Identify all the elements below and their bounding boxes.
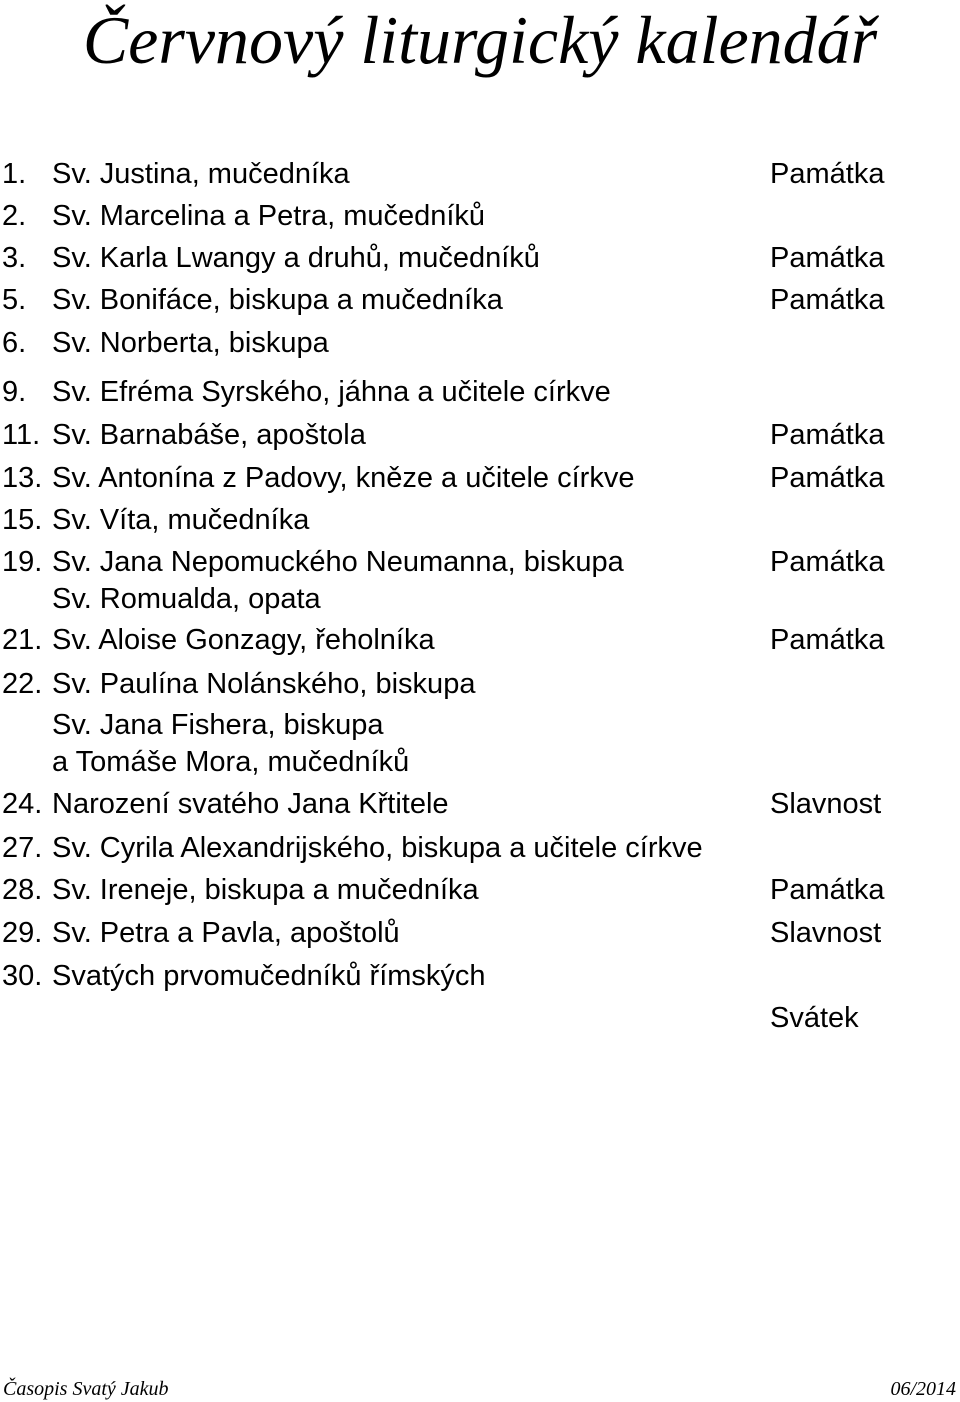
entry-day: 29. [2,917,43,949]
entry-saint: Sv. Barnabáše, apoštola [52,419,366,451]
entry-rank: Svátek [770,1002,859,1034]
entry-saint: Sv. Ireneje, biskupa a mučedníka [52,874,479,906]
entry-saint: Sv. Antonína z Padovy, kněze a učitele církve [52,462,635,494]
entry-day: 27. [2,832,43,864]
entry-day: 6. [2,327,27,359]
entry-day: 15. [2,504,43,536]
entry-saint: Sv. Norberta, biskupa [52,327,329,359]
entry-day: 30. [2,960,43,992]
entry-day: 21. [2,624,43,656]
footer-publication: Časopis Svatý Jakub [3,1378,169,1400]
entry-rank: Památka [770,546,885,578]
entry-rank: Památka [770,284,885,316]
entry-saint: Sv. Bonifáce, biskupa a mučedníka [52,284,503,316]
entry-day: 22. [2,668,43,700]
footer-issue-date: 06/2014 [890,1378,956,1400]
entry-day: 24. [2,788,43,820]
entry-day: 28. [2,874,43,906]
entry-day: 1. [2,158,27,190]
entry-rank: Slavnost [770,917,882,949]
entry-rank: Památka [770,419,885,451]
entry-saint: Sv. Karla Lwangy a druhů, mučedníků [52,242,540,274]
page-title: Červnový liturgický kalendář [82,2,878,78]
entry-saint: Sv. Jana Nepomuckého Neumanna, biskupa [52,546,624,578]
entry-day: 11. [2,419,41,451]
entry-day: 13. [2,462,43,494]
entry-saint: Sv. Jana Fishera, biskupa [52,709,384,741]
entry-saint: Sv. Cyrila Alexandrijského, biskupa a učitele církve [52,832,703,864]
entry-rank: Slavnost [770,788,882,820]
entry-saint: Sv. Romualda, opata [52,583,321,615]
entry-saint: Sv. Efréma Syrského, jáhna a učitele církve [52,376,611,408]
entry-rank: Památka [770,624,885,656]
entry-rank: Památka [770,874,885,906]
entry-saint: Sv. Aloise Gonzagy, řeholníka [52,624,435,656]
entry-saint: Narození svatého Jana Křtitele [52,788,449,820]
entry-saint: Svatých prvomučedníků římských [52,960,486,992]
entry-saint: Sv. Marcelina a Petra, mučedníků [52,200,486,232]
entry-day: 9. [2,376,27,408]
entry-day: 5. [2,284,27,316]
entry-day: 19. [2,546,43,578]
entry-saint: Sv. Paulína Nolánského, biskupa [52,668,476,700]
entry-saint: Sv. Justina, mučedníka [52,158,350,190]
entry-saint: Sv. Petra a Pavla, apoštolů [52,917,400,949]
entry-rank: Památka [770,242,885,274]
entry-day: 2. [2,200,27,232]
entry-saint: a Tomáše Mora, mučedníků [52,746,410,778]
entry-saint: Sv. Víta, mučedníka [52,504,310,536]
entry-day: 3. [2,242,27,274]
entry-rank: Památka [770,462,885,494]
entry-rank: Památka [770,158,885,190]
